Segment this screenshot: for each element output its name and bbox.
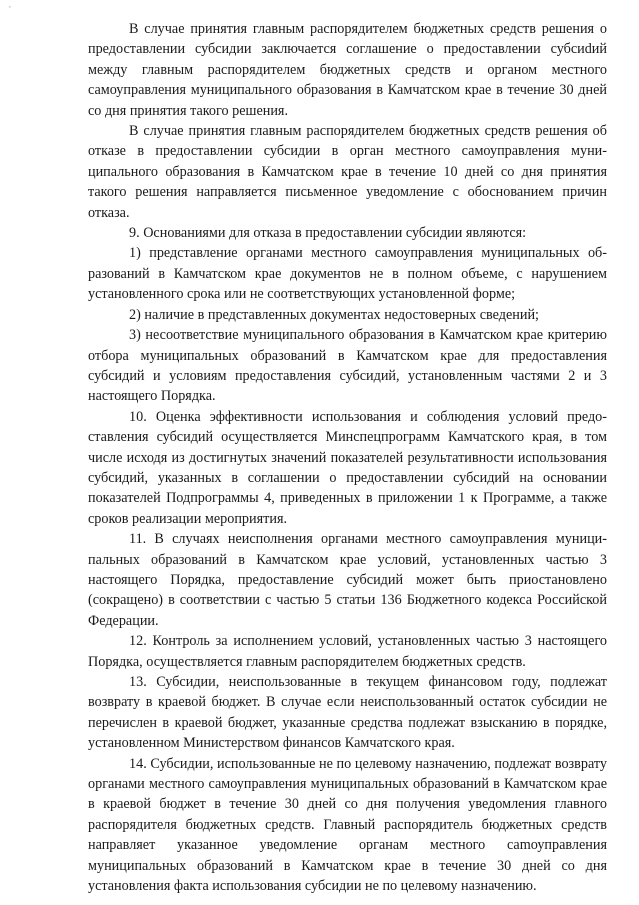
paragraph-14-misused-subsidies: 14. Субсидии, использованные не по целевому назначению, подлежат возврату органами местного самоуправления муниципальных образований в Камчатском крае в краевой бюджет в течение 30 дней со дня получения уведомления главного распорядителя бюджетных средств. Главный распорядитель бюджетных средств направляет указанное уведомление органам местного саmоуправления муниципальных образований в Камчатском крае в течение 30 дней со дня установления факта использования субсидии не по целевому назначению. [88,755,607,895]
paragraph-refusal-notice: В случае принятия главным распорядителем бюджетных средств решения об отказе в предоставлении субсидии в орган местного самоуправления муниципального образования в Камчатском крае в течение 10 дней со дня принятия такого решения направляется письменное уведомление с обоснованием причин отказа. [88,123,607,221]
paragraph-12-control: 12. Контроль за исполнением условий, установленных частью 3 настоящего Порядка, осуществляется главным распорядителем бюджетных средств. [88,633,607,670]
paragraph-11-non-compliance: 11. В случаях неисполнения органами местного самоуправления муниципальных образований в Камчатском крае условий, установленных частью 3 настоящего Порядка, предоставление субсидий может быть приостановлено (сокращено) в соответствии с частью 5 статьи 136 Бюджетного кодекса Российской Федерации. [88,531,607,629]
paragraph-9-item-3: 3) несоответствие муниципального образования в Камчатском крае критерию отбора муниципальных образований в Камчатском крае для предоставления субсидий и условиям предоставления субсидий, установленным частями 2 и 3 настоящего Порядка. [88,327,607,405]
paragraph-13-unused-subsidies: 13. Субсидии, неиспользованные в текущем финансовом году, подлежат возврату в краевой бюджет. В случае если неиспользованный остаток субсидии не перечислен в краевой бюджет, указанные средства подлежат взысканию в порядке, установленном Министерством финансов Камчатского края. [88,674,607,752]
paragraph-9-item-1: 1) представление органами местного самоуправления муниципальных образований в Камчатском крае документов не в полном объеме, с нарушением установленного срока или не соответствующих установленной форме; [88,245,607,303]
paragraph-10-efficiency-assessment: 10. Оценка эффективности использования и соблюдения условий предоставления субсидий осуществляется Минспецпрограмм Камчатского края, в том числе исходя из достигнутых значений показателей результативности использования субсидий, указанных в соглашении о предоставлении субсидий на основании показателей Подпрограммы 4, приведенных в приложении 1 к Программе, а также сроков реализации мероприятия. [88,408,607,527]
paragraph-subsidy-agreement: В случае принятия главным распорядителем бюджетных средств решения о предоставлении субсидии заключается соглашение о предоставлении субсиdий между главным распорядителем бюджетных средств и органом местного самоуправления муниципального образования в Камчатском крае в течение 30 дней со дня принятия такого решения. [88,21,607,119]
paragraph-9-item-2: 2) наличие в представленных документах недостоверных сведений; [129,306,539,323]
document-body [88,19,607,896]
paragraph-9-grounds-for-refusal: 9. Основаниями для отказа в предоставлении субсидии являются: [129,225,527,242]
scan-mark: ˆ [8,6,12,14]
